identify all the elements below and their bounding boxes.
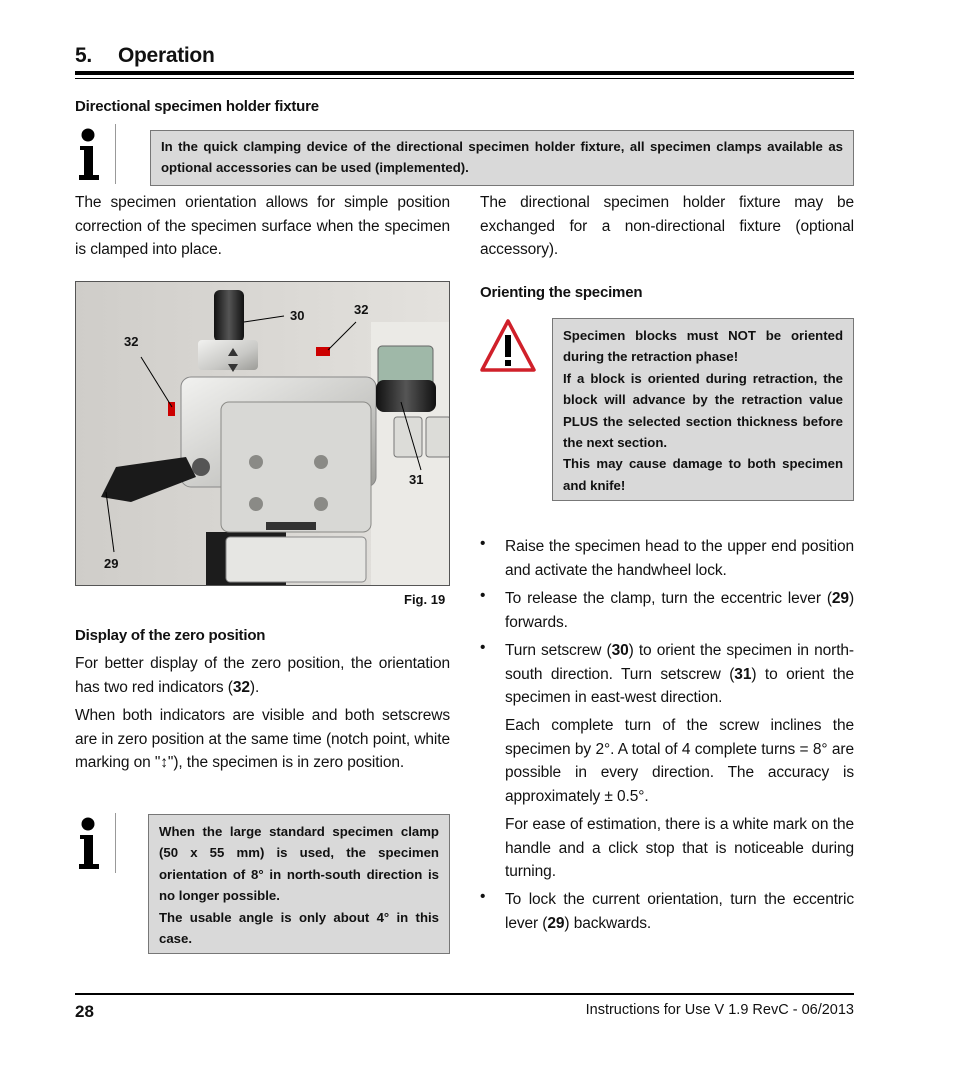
callout-31: 31: [409, 472, 424, 487]
zero-para-2: When both indicators are visible and both setscrews are in zero position at the same time (notch point, white marking on "↕"), the specimen is in zero position.: [75, 707, 450, 771]
warning-note: [552, 318, 854, 501]
section-name: Operation: [118, 44, 215, 67]
directional-heading: Directional specimen holder fixture: [75, 98, 319, 115]
step-3-para-2: Each complete turn of the screw inclines the specimen by 2°. A total of 4 complete turns = 8° are possible in every direction. The accuracy is approximately ± 0.5°.: [505, 717, 854, 805]
zero-ref-32: 32: [232, 678, 250, 696]
bullet-3: •: [480, 639, 486, 656]
step-2-ref: 29: [831, 590, 849, 607]
step-4: [505, 888, 854, 935]
warning-line-2: If a block is oriented during retraction, the block will advance by the retraction value PLUS the selected section thickness before the next section.: [563, 370, 843, 451]
bullet-2: •: [480, 587, 486, 604]
warning-line-3: This may cause damage to both specimen and knife!: [563, 456, 843, 493]
bullet-1: •: [480, 535, 486, 552]
callout-32-left: 32: [124, 334, 139, 349]
step-4-text-b: ) backwards.: [564, 914, 652, 932]
step-4-ref: 29: [547, 914, 565, 932]
step-4-text-a: To lock the current orientation, turn the eccentric lever (: [505, 891, 854, 932]
step-2-text-a: To release the clamp, turn the eccentric lever (: [505, 590, 832, 607]
figure-caption: Fig. 19: [404, 592, 446, 607]
info-note: In the quick clamping device of the directional specimen holder fixture, all specimen clamps available as optional accessories can be used (implemented).: [150, 130, 854, 186]
zero-para-1-text-b: ).: [249, 678, 260, 696]
footer-rule: [75, 993, 854, 995]
callout-29: 29: [104, 556, 119, 571]
info-icon: [75, 124, 116, 184]
step-3-text-b: ) to orient the specimen in north-south direction. Turn setscrew (: [505, 642, 854, 683]
step-2: [505, 587, 854, 634]
step-3-ref-30: 30: [611, 642, 629, 659]
directional-para-right: The directional specimen holder fixture may be exchanged for a non-directional fixture (optional accessory).: [480, 194, 854, 258]
step-3-ref-31: 31: [734, 665, 752, 683]
header-rule: [75, 71, 854, 75]
footer-doc-info: Instructions for Use V 1.9 RevC - 06/2013: [585, 1002, 854, 1018]
bullet-4: •: [480, 888, 486, 905]
step-3-text-a: Turn setscrew (: [505, 642, 612, 659]
step-3-text-c: ) to orient the specimen in east-west direction.: [505, 665, 855, 706]
zero-note-line-1: When the large standard specimen clamp (50 x 55 mm) is used, the specimen orientation of 8° in north-south direction is no longer possible.: [159, 824, 439, 904]
step-3-para-3: For ease of estimation, there is a white mark on the handle and a click stop that is noticeable during turning.: [505, 816, 854, 880]
step-2-text-b: ) forwards.: [505, 590, 854, 631]
page-number: 28: [75, 1002, 94, 1021]
zero-para-1-text-a: For better display of the zero position, the orientation has two red indicators (: [75, 655, 450, 696]
zero-heading: Display of the zero position: [75, 627, 266, 644]
header-rule-thin: [75, 78, 854, 79]
step-1: Raise the specimen head to the upper end position and activate the handwheel lock.: [505, 538, 854, 579]
zero-note: [148, 814, 450, 954]
zero-para-1: [75, 652, 450, 699]
step-3: [505, 639, 854, 710]
info-icon-2: [75, 813, 116, 873]
callout-30: 30: [290, 308, 305, 323]
zero-note-line-2: The usable angle is only about 4° in this case.: [159, 909, 439, 947]
section-number: 5.: [75, 44, 92, 67]
section-title: [75, 44, 214, 68]
directional-para-left: The specimen orientation allows for simple position correction of the specimen surface when the specimen is clamped into place.: [75, 194, 450, 258]
warning-icon: [480, 318, 536, 379]
orienting-heading: Orienting the specimen: [480, 284, 643, 301]
callout-32-right: 32: [354, 302, 369, 317]
warning-line-1: Specimen blocks must NOT be oriented during the retraction phase!: [563, 328, 843, 365]
figure-photo: [75, 281, 450, 586]
